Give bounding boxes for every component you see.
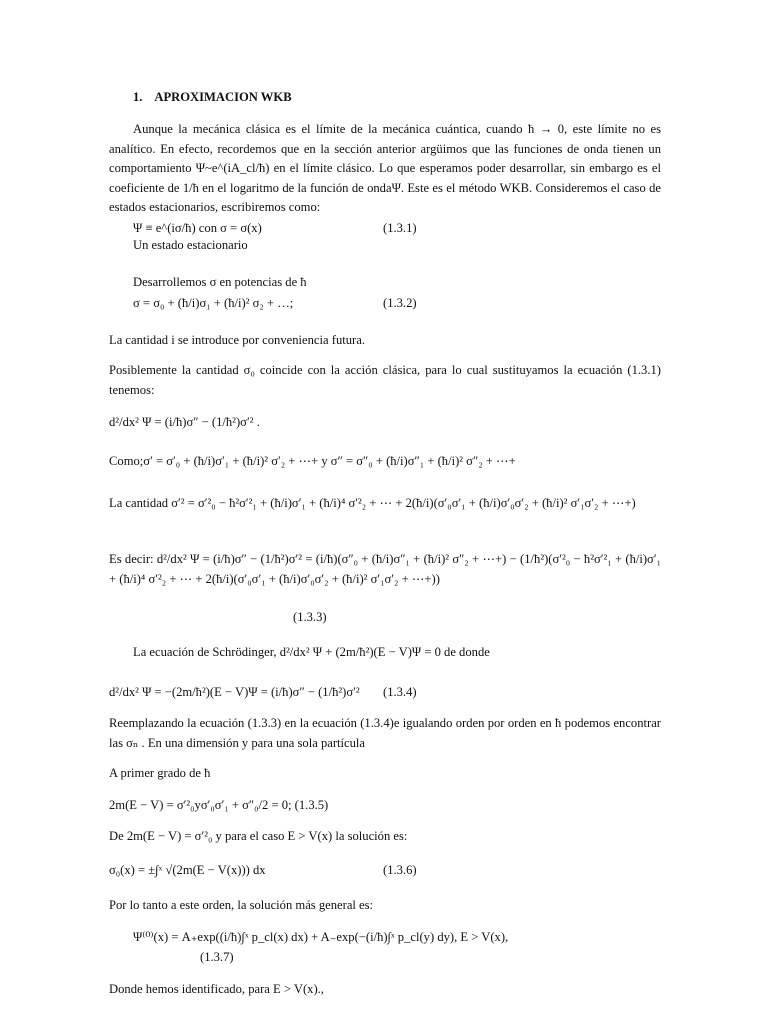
equation-es-decir: Es decir: d²/dx² Ψ = (i/ħ)σ″ − (1/ħ²)σ′² = (i/ħ)(σ″₀ + (ħ/i)σ″₁ + (ħ/i)² σ″₂ + ⋯+) − (1/ħ²)(σ′²₀ − ħ²σ′²₁ + (ħ/i)σ′₁ + (ħ/i)⁴ σ′²₂ + ⋯ + 2(ħ/i)(σ′₀σ′₁ + (ħ/i)σ′₀σ′₂ + (ħ/i)² σ′₁σ′₂ + ⋯+)) xyxy=(109,552,661,586)
equation-1-3-2-number: (1.3.2) xyxy=(383,296,417,310)
equation-1-3-1-body: Ψ ≡ e^(iσ/ħ) con σ = σ(x) xyxy=(133,221,262,235)
heading-text: 1. APROXIMACION WKB xyxy=(133,90,292,104)
stationary-note: Un estado estacionario xyxy=(133,238,248,252)
equation-1-3-2-body: σ = σ₀ + (ħ/i)σ₁ + (ħ/i)² σ₂ + …; xyxy=(133,296,294,310)
equation-1-3-6-body: σ₀(x) = ±∫ˣ √(2m(E − V(x))) dx xyxy=(109,863,266,877)
paragraph-reemplazando: Reemplazando la ecuación (1.3.3) en la ecuación (1.3.4)e igualando orden por orden en ħ podemos encontrar las σₙ . En una dimensión y para una sola partícula xyxy=(109,716,661,750)
develop-sigma-text: Desarrollemos σ en potencias de ħ xyxy=(133,275,307,289)
equation-1-3-5: 2m(E − V) = σ′²₀yσ′₀σ′₁ + σ″₀/2 = 0; (1.3.5) xyxy=(109,798,329,812)
paragraph-sigma0: Posiblemente la cantidad σ₀ coincide con la acción clásica, para lo cual sustituyamos la ecuación (1.3.1) tenemos: xyxy=(109,363,661,397)
equation-1-3-4-number: (1.3.4) xyxy=(383,685,417,699)
equation-cantidad: La cantidad σ′² = σ′²₀ − ħ²σ′²₁ + (ħ/i)σ′₁ + (ħ/i)⁴ σ′²₂ + ⋯ + 2(ħ/i)(σ′₀σ′₁ + (ħ/i)σ′₀σ′₂ + (ħ/i)² σ′₁σ′₂ + ⋯+) xyxy=(109,496,636,510)
equation-como: Como;σ′ = σ′₀ + (ħ/i)σ′₁ + (ħ/i)² σ′₂ + ⋯+ y σ″ = σ″₀ + (ħ/i)σ″₁ + (ħ/i)² σ″₂ + ⋯+ xyxy=(109,454,516,468)
equation-1-3-1-number: (1.3.1) xyxy=(383,221,417,235)
paragraph-i-convenience: La cantidad i se introduce por conveniencia futura. xyxy=(109,333,365,347)
equation-second-derivative: d²/dx² Ψ = (i/ħ)σ″ − (1/ħ²)σ′² . xyxy=(109,415,260,429)
equation-1-3-7-body: Ψ⁽⁰⁾(x) = A₊exp((i/ħ)∫ˣ p_cl(x) dx) + A₋exp(−(i/ħ)∫ˣ p_cl(y) dy), E > V(x), xyxy=(133,930,509,944)
paragraph-primer-grado: A primer grado de ħ xyxy=(109,766,211,780)
equation-1-3-6-number: (1.3.6) xyxy=(383,863,417,877)
paragraph-donde: Donde hemos identificado, para E > V(x)., xyxy=(109,982,324,996)
paragraph-de: De 2m(E − V) = σ′²₀ y para el caso E > V(x) la solución es: xyxy=(109,829,408,843)
paragraph-por-lo-tanto: Por lo tanto a este orden, la solución más general es: xyxy=(109,898,374,912)
equation-1-3-4-body: d²/dx² Ψ = −(2m/ħ²)(E − V)Ψ = (i/ħ)σ″ − (1/ħ²)σ′² xyxy=(109,685,360,699)
intro-paragraph: Aunque la mecánica clásica es el límite de la mecánica cuántica, cuando ħ → 0, este límite no es analítico. En efecto, recordemos que en la sección anterior argüimos que las funciones de onda tienen un comportamiento Ψ~e^(iA_cl/ħ) en el límite clásico. Lo que esperamos poder desarrollar, sin embargo es el coeficiente de 1/ħ en el logaritmo de la función de ondaΨ. Este es el método WKB. Consideremos el caso de estados estacionarios, escribiremos como: xyxy=(109,122,661,215)
equation-1-3-7-number: (1.3.7) xyxy=(200,950,234,964)
equation-1-3-3-number: (1.3.3) xyxy=(293,610,327,624)
schrodinger-sentence: La ecuación de Schrödinger, d²/dx² Ψ + (2m/ħ²)(E − V)Ψ = 0 de donde xyxy=(133,645,490,659)
